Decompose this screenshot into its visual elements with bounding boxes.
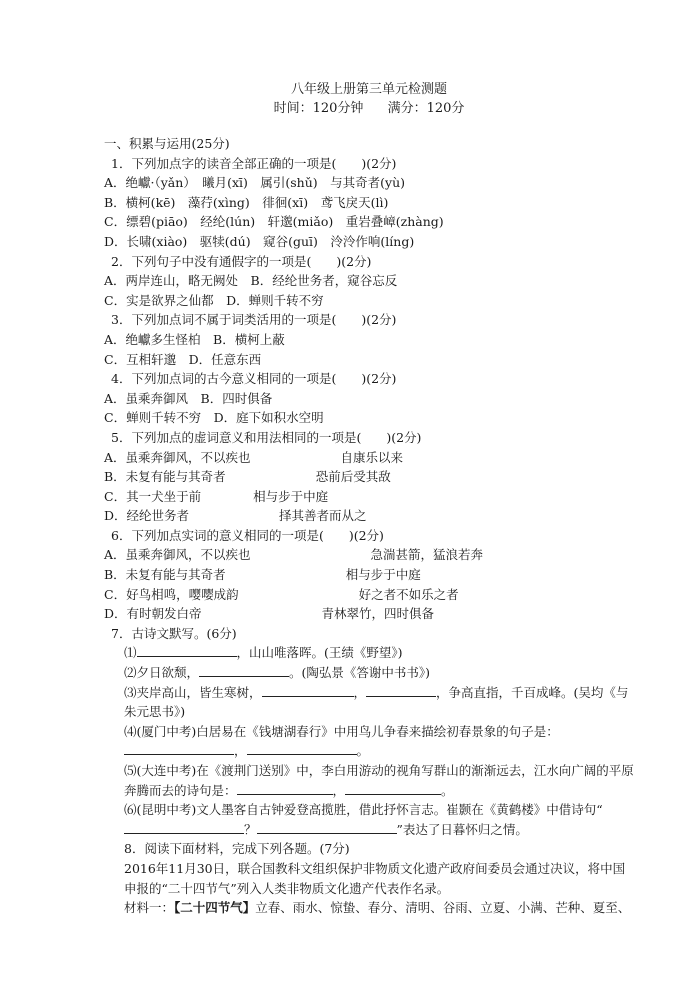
option-line: A．虽乘奔御风 B．四时俱备: [104, 390, 273, 406]
exam-meta: [0, 97, 696, 116]
answer-blank[interactable]: [345, 782, 441, 795]
question-stem: 4．下列加点词的古今意义相同的一项是( )(2分): [111, 371, 397, 387]
question-stem: 3．下列加点词不属于词类活用的一项是( )(2分): [111, 312, 397, 328]
paragraph: 材料一：【二十四节气】立春、雨水、惊蛰、春分、清明、谷雨、立夏、小满、芒种、夏至、: [124, 900, 631, 916]
fill-line: ⑸(大连中考)在《渡荆门送别》中，李白用游动的视角写群山的渐渐远去，江水向广阔的平原奔腾而去的诗句是： ， 。: [124, 763, 634, 798]
answer-blank[interactable]: [199, 664, 289, 677]
option-line: C．缥碧(piāo) 经纶(lún) 轩邈(miǎo) 重岩叠嶂(zhàng): [104, 214, 444, 230]
answer-blank[interactable]: [262, 684, 354, 697]
option-line: C．蝉则千转不穷 D．庭下如积水空明: [104, 410, 324, 426]
option-line: A．虽乘奔御风，不以疾也 自康乐以来: [104, 449, 404, 465]
answer-blank[interactable]: [137, 644, 237, 657]
question-stem: 8．阅读下面材料，完成下列各题。(7分): [124, 841, 350, 857]
answer-blank[interactable]: [257, 821, 397, 834]
option-line: C．实是欲界之仙都 D．蝉则千转不穷: [104, 292, 324, 308]
question-stem: 1．下列加点字的读音全部正确的一项是( )(2分): [111, 155, 397, 171]
question-stem: 7．古诗文默写。(6分): [111, 625, 237, 641]
fill-line: ⑹(昆明中考)文人墨客自古钟爱登高揽胜，借此抒怀言志。崔颢在《黄鹤楼》中借诗句“？ ”表达了日暮怀归之情。: [124, 802, 603, 837]
option-line: C．好鸟相鸣，嘤嘤成韵 好之者不如乐之者: [104, 586, 459, 602]
option-line: A．虽乘奔御风，不以疾也 急湍甚箭，猛浪若奔: [104, 547, 484, 563]
section-heading: 一、积累与运用(25分): [104, 136, 230, 151]
fill-line: ⑷(厦门中考)白居易在《钱塘湖春行》中用鸟儿争春来描绘初春景象的句子是：， 。: [124, 723, 559, 759]
exam-time: 时间：120分钟: [273, 101, 364, 116]
option-line: D．长啸(xiào) 驱犊(dú) 窥谷(guī) 泠泠作响(líng): [104, 233, 415, 249]
exam-title: 八年级上册第三单元检测题: [290, 82, 447, 97]
answer-blank[interactable]: [124, 742, 234, 755]
option-line: A．两岸连山，略无阙处 B．经纶世务者，窥谷忘反: [104, 273, 398, 289]
paragraph: 2016年11月30日，联合国教科文组织保护非物质文化遗产政府间委员会通过决议，将中国申报的“二十四节气”列入人类非物质文化遗产代表作名录。: [124, 860, 626, 896]
option-line: D．有时朝发白帝 青林翠竹，四时俱备: [104, 606, 435, 622]
option-line: C．互相轩邈 D．任意东西: [104, 351, 262, 367]
fill-line: ⑶夹岸高山，皆生寒树， ， ，争高直指，千百成峰。(吴均《与朱元思书》): [124, 684, 629, 720]
question-stem: 5．下列加点的虚词意义和用法相同的一项是( )(2分): [111, 429, 422, 445]
fill-line: ⑵夕日欲颓， 。(陶弘景《答谢中书书》): [124, 665, 431, 681]
option-line: A．绝巘·（yǎn） 曦月(xī) 属引(shǔ) 与其奇者(yù): [104, 175, 406, 191]
question-stem: 6．下列加点实词的意义相同的一项是( )(2分): [111, 527, 384, 543]
exam-score: 满分：120分: [387, 101, 465, 116]
option-line: A．绝巘多生怪柏 B．横柯上蔽: [104, 331, 285, 347]
answer-blank[interactable]: [366, 684, 436, 697]
fill-line: ⑴ ，山山唯落晖。(王绩《野望》): [124, 645, 403, 661]
option-line: C．其一犬坐于前 相与步于中庭: [104, 488, 329, 504]
option-line: B．横柯(kē) 藻荇(xìng) 徘徊(xī) 鸢飞戾天(lì): [104, 194, 389, 210]
option-line: D．经纶世务者 择其善者而从之: [104, 508, 367, 524]
answer-blank[interactable]: [247, 742, 357, 755]
question-stem: 2．下列句子中没有通假字的一项是( )(2分): [111, 253, 372, 269]
exam-content: [104, 134, 634, 918]
answer-blank[interactable]: [237, 782, 333, 795]
option-line: B．未复有能与其奇者 恐前后受其敌: [104, 469, 391, 485]
option-line: B．未复有能与其奇者 相与步于中庭: [104, 567, 421, 583]
answer-blank[interactable]: [124, 821, 244, 834]
